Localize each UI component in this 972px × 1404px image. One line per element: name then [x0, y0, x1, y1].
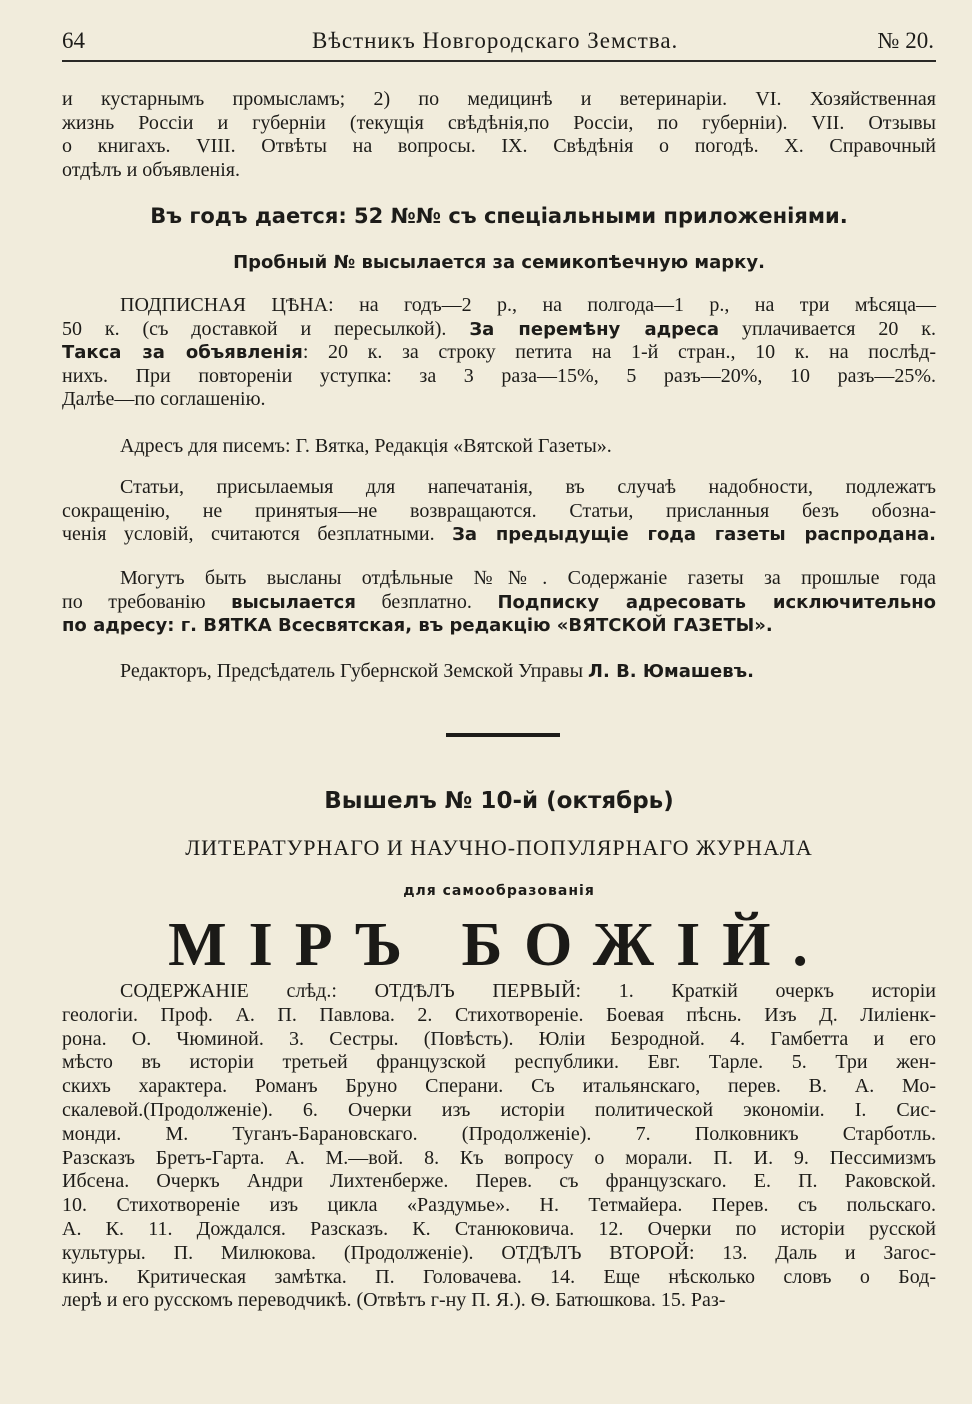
trial-line: Пробный № высылается за семикопѣечную марку. [233, 252, 765, 273]
text-line: по адресу: г. ВЯТКА Всесвятская, въ редакцію «ВЯТСКОЙ ГАЗЕТЫ». [62, 615, 773, 636]
section-divider [446, 733, 560, 737]
text-line: жизнь Россіи и губерніи (текущія свѣдѣнія,по Россіи, по губерніи). VII. Отзывы [62, 111, 936, 134]
contents-line: геологіи. Проф. А. П. Павлова. 2. Стихотвореніе. Боевая пѣснь. Изъ Д. Лиліенк- [62, 1003, 936, 1026]
year-line: Въ годъ дается: 52 №№ съ спеціальными приложеніями. [150, 204, 848, 228]
page-number: 64 [62, 28, 85, 53]
contents-line: культуры. П. Милюкова. (Продолженіе). ОТДѢЛЪ ВТОРОЙ: 13. Даль и Загос- [62, 1241, 936, 1264]
contents-line: лерѣ и его русскомъ переводчикѣ. (Отвѣтъ г-ну П. Я.). Ѳ. Батюшкова. 15. Раз- [62, 1289, 726, 1312]
text-line: нихъ. При повтореніи уступка: за 3 раза—15%, 5 разъ—20%, 10 разъ—25%. [62, 364, 936, 387]
issue-number: № 20. [877, 28, 934, 53]
contents-line: Ибсена. Очеркъ Андри Лихтенберже. Перев. съ французскаго. Е. П. Раковской. [62, 1170, 936, 1193]
contents-paragraph [62, 980, 936, 1313]
articles-paragraph [62, 476, 936, 547]
text-line: сокращенію, не принятыя—не возвращаются. Статьи, присланныя безъ обозна- [62, 499, 936, 522]
contents-line: рона. О. Чюминой. 3. Сестры. (Повѣсть). Юліи Безродной. 4. Гамбетта и его [62, 1027, 936, 1050]
journal-title: Вѣстникъ Новгородскаго Земства. [312, 28, 679, 53]
text-line: о книгахъ. VIII. Отвѣты на вопросы. IX. Свѣдѣнія о погодѣ. X. Справочный [62, 135, 936, 157]
text-line: Далѣе—по соглашенію. [62, 388, 266, 410]
announce-journal-kind: ЛИТЕРАТУРНАГО И НАУЧНО-ПОПУЛЯРНАГО ЖУРНАЛА [185, 835, 813, 860]
price-paragraph [62, 294, 936, 412]
contents-line: мѣсто въ исторіи третьей французской республики. Евг. Тарле. 5. Три жен- [62, 1051, 936, 1074]
editor-line: Редакторъ, Предсѣдатель Губернской Земской Управы Л. В. Юмашевъ. [120, 660, 754, 682]
contents-line: скалевой.(Продолженіе). 6. Очерки изъ исторіи политической экономіи. I. Сис- [62, 1098, 936, 1121]
text-line: по требованію высылается безплатно. Подписку адресовать исключительно [62, 590, 937, 613]
text-line: 50 к. (съ доставкой и пересылкой). За перемѣну адреса уплачивается 20 к. [62, 317, 937, 340]
contents-line: А. К. 11. Дождался. Разсказъ. К. Станюковича. 12. Очерки по исторіи русской [62, 1217, 936, 1240]
text-line: Могутъ быть высланы отдѣльные №№. Содержаніе газеты за прошлые года [120, 567, 936, 589]
contents-line: скихъ характера. Романъ Бруно Сперани. Съ итальянскаго, перев. В. А. Мо- [62, 1075, 936, 1098]
contents-line: кинъ. Критическая замѣтка. П. Головачева. 14. Еще нѣсколько словъ о Бод- [62, 1265, 936, 1288]
text-line: Такса за объявленія: 20 к. за строку петита на 1-й стран., 10 к. на послѣд- [62, 341, 937, 363]
text-line: отдѣлъ и объявленія. [62, 158, 240, 181]
text-line: ПОДПИСНАЯ ЦѢНА: на годъ—2 р., на полгода—1 р., на три мѣсяца— [120, 294, 936, 316]
contents-line: 10. Стихотвореніе изъ цикла «Раздумье». Н. Тетмайера. Перев. съ польскаго. [62, 1194, 936, 1217]
announce-issue: Вышелъ № 10-й (октябрь) [324, 788, 674, 814]
announce-for: для самообразованія [403, 883, 595, 899]
contents-line: Разсказъ Бретъ-Гарта. А. М.—вой. 8. Къ вопросу о морали. П. И. 9. Пессимизмъ [62, 1146, 936, 1169]
magazine-title: МІРЪ БОЖІЙ. [168, 911, 830, 979]
text-line: ченія условій, считаются безплатными. За предыдущіе года газеты распродана. [62, 523, 936, 545]
address-line: Адресъ для писемъ: Г. Вятка, Редакція «Вятской Газеты». [120, 435, 612, 457]
text-line: и кустарнымъ промысламъ; 2) по медицинѣ и ветеринаріи. VI. Хозяйственная [62, 88, 936, 110]
text-line: Статьи, присылаемыя для напечатанія, въ случаѣ надобности, подлежатъ [120, 476, 936, 498]
contents-line: монди. М. Туганъ-Барановскаго. (Продолженіе). 7. Полковникъ Старботль. [62, 1122, 936, 1145]
issues-paragraph [62, 567, 936, 638]
contents-line: СОДЕРЖАНІЕ слѣд.: ОТДѢЛЪ ПЕРВЫЙ: 1. Краткій очеркъ исторіи [120, 980, 936, 1002]
page-header [62, 26, 936, 62]
top-paragraph [62, 88, 936, 182]
